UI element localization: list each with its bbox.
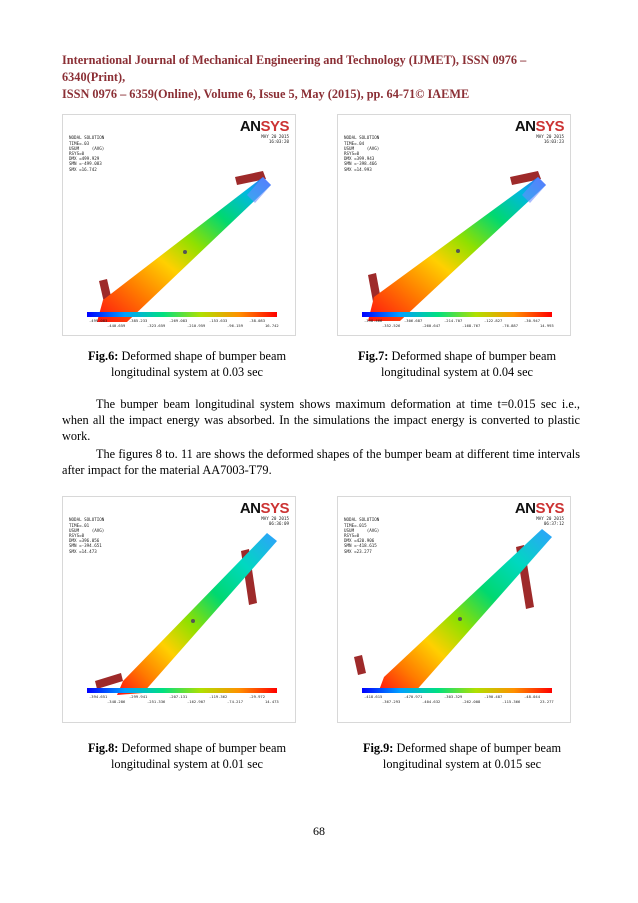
deformed-beam — [97, 177, 271, 322]
header-line-2: ISSN 0976 – 6359(Online), Volume 6, Issue 5, May (2015), pp. 64-71© IAEME — [62, 87, 470, 101]
deformed-beam — [368, 177, 546, 321]
figure-7-meta: NODAL SOLUTION TIME=.04 USUM (AVG) RSYS=0 DMX =399.943 SMN =-398.466 SMX =14.993 — [344, 135, 380, 172]
figure-9-image: NODAL SOLUTION TIME=.015 USUM (AVG) RSYS=0 DMX =420.906 SMN =-418.615 SMX =23.277 ANSYS MAY 20 2015 06:37:12 -418.615 -470.971 -303.329 -190.487 -48.044 -367.293 -404.632 -262.008 -115.366 23.277 — [337, 496, 571, 723]
bracket-left — [354, 655, 366, 675]
header-line-1: International Journal of Mechanical Engineering and Technology (IJMET), ISSN 0976 – 6340(Print), — [62, 53, 527, 84]
deformed-beam — [378, 529, 552, 693]
paragraph-1: The bumper beam longitudinal system shows maximum deformation at time t=0.015 sec i.e., when all the impact energy was absorbed. In the simulations the impact energy is converted to plastic work. — [62, 397, 580, 443]
figure-7-ansys-logo: ANSYS MAY 20 2015 16:03:23 — [514, 118, 564, 144]
figure-6-caption: Fig.6: Deformed shape of bumper beam longitudinal system at 0.03 sec — [87, 349, 287, 379]
figure-6-meta: NODAL SOLUTION TIME=.03 USUM (AVG) RSYS=0 DMX =499.929 SMN =-499.083 SMX =16.742 — [69, 135, 105, 172]
figure-6-image: NODAL SOLUTION TIME=.03 USUM (AVG) RSYS=0 DMX =499.929 SMN =-499.083 SMX =16.742 ANSYS MAY 20 2015 16:03:20 -499.083 -385.233 -269.083 -153.633 -38.083 -440.659 -323.659 -210.959 -96.159 16.742 — [62, 114, 296, 336]
bracket-left — [95, 673, 123, 689]
figure-8-caption: Fig.8: Deformed shape of bumper beam longitudinal system at 0.01 sec — [87, 741, 287, 771]
figure-6-ansys-logo: ANSYS MAY 20 2015 16:03:20 — [239, 118, 289, 144]
page-number: 68 — [313, 824, 325, 838]
figure-8-image: NODAL SOLUTION TIME=.01 USUM (AVG) RSYS=0 DMX =396.056 SMN =-394.651 SMX =14.473 ANSYS MAY 20 2015 06:36:09 -394.651 -299.941 -207.131 -119.362 -29.972 -348.286 -251.336 -162.907 -74.217 14.473 — [62, 496, 296, 723]
figure-7-caption: Fig.7: Deformed shape of bumper beam longitudinal system at 0.04 sec — [357, 349, 557, 379]
journal-header — [62, 52, 582, 103]
paragraph-2: The figures 8 to. 11 are shows the deformed shapes of the bumper beam at different time intervals after impact for the material AA7003-T79. — [62, 447, 580, 477]
figure-9-meta: NODAL SOLUTION TIME=.015 USUM (AVG) RSYS=0 DMX =420.906 SMN =-418.615 SMX =23.277 — [344, 517, 380, 554]
deformed-beam — [117, 533, 277, 695]
figure-9-caption: Fig.9: Deformed shape of bumper beam longitudinal system at 0.015 sec — [362, 741, 562, 771]
figure-9-ansys-logo: ANSYS MAY 20 2015 06:37:12 — [514, 500, 564, 526]
figure-7-image: NODAL SOLUTION TIME=.04 USUM (AVG) RSYS=0 DMX =399.943 SMN =-398.466 SMX =14.993 ANSYS MAY 20 2015 16:03:23 -398.466 -306.687 -214.707 -122.827 -30.947 -352.526 -260.647 -168.767 -76.887 14.993 — [337, 114, 571, 336]
figure-8-ansys-logo: ANSYS MAY 20 2015 06:36:09 — [239, 500, 289, 526]
figure-8-meta: NODAL SOLUTION TIME=.01 USUM (AVG) RSYS=0 DMX =396.056 SMN =-394.651 SMX =14.473 — [69, 517, 105, 554]
